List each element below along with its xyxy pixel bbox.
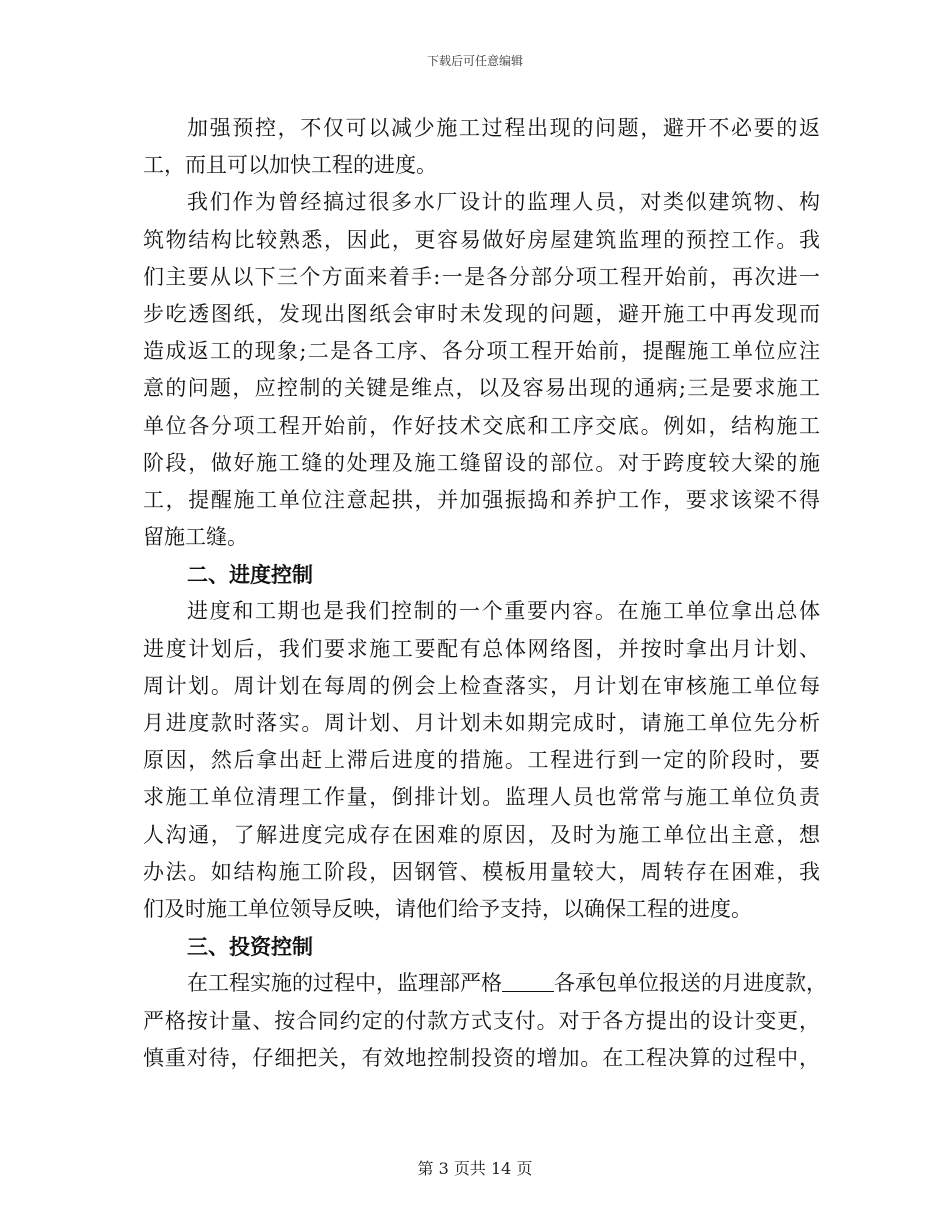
paragraph-line: 慎重对待，仔细把关，有效地控制投资的增加。在工程决算的过程中， xyxy=(143,1045,820,1070)
paragraph-line: 进度计划后，我们要求施工要配有总体网络图，并按时拿出月计划、 xyxy=(143,636,820,661)
text-after-blank: 各承包单位报送的月进度款， xyxy=(554,971,827,996)
document-body xyxy=(143,110,827,1077)
paragraph-line: 步吃透图纸，发现出图纸会审时未发现的问题，避开施工中再发现而 xyxy=(143,301,820,326)
paragraph-line: 们及时施工单位领导反映，请他们给予支持，以确保工程的进度。 xyxy=(143,896,752,921)
page-footer: 第 3 页共 14 页 xyxy=(417,1159,533,1178)
paragraph-line: 留施工缝。 xyxy=(143,525,248,550)
paragraph-line: 们主要从以下三个方面来着手:一是各分部分项工程开始前，再次进一 xyxy=(143,264,820,289)
text-before-blank: 在工程实施的过程中，监理部严格 xyxy=(187,971,502,996)
paragraph-line: 月进度款时落实。周计划、月计划未如期完成时，请施工单位先分析 xyxy=(143,711,820,735)
paragraph-line: 意的问题，应控制的关键是维点，以及容易出现的通病;三是要求施工 xyxy=(143,376,820,401)
paragraph-line: 筑物结构比较熟悉，因此，更容易做好房屋建筑监理的预控工作。我 xyxy=(143,227,820,252)
page-header: 下载后可任意编辑 xyxy=(426,54,523,68)
paragraph-line: 造成返工的现象;二是各工序、各分项工程开始前，提醒施工单位应注 xyxy=(143,339,820,364)
paragraph-line: 阶段，做好施工缝的处理及施工缝留设的部位。对于跨度较大梁的施 xyxy=(143,450,820,475)
paragraph-line: 原因，然后拿出赶上滞后进度的措施。工程进行到一定的阶段时，要 xyxy=(143,748,820,773)
paragraph-line: 严格按计量、按合同约定的付款方式支付。对于各方提出的设计变更， xyxy=(143,1008,820,1033)
paragraph-line: 办法。如结构施工阶段，因钢管、模板用量较大，周转存在困难，我 xyxy=(143,859,820,884)
paragraph-line: 人沟通，了解进度完成存在困难的原因，及时为施工单位出主意，想 xyxy=(143,822,820,847)
paragraph-line: 加强预控，不仅可以减少施工过程出现的问题，避开不必要的返 xyxy=(187,116,820,140)
paragraph-line xyxy=(143,965,827,1002)
section-heading: 三、投资控制 xyxy=(187,934,313,960)
paragraph-line: 周计划。周计划在每周的例会上检查落实，月计划在审核施工单位每 xyxy=(143,673,820,698)
paragraph-line: 进度和工期也是我们控制的一个重要内容。在施工单位拿出总体 xyxy=(187,599,820,624)
paragraph-line: 工，而且可以加快工程的进度。 xyxy=(143,153,437,178)
paragraph-line: 工，提醒施工单位注意起拱，并加强振捣和养护工作，要求该梁不得 xyxy=(143,487,820,512)
fill-in-blank xyxy=(502,971,554,992)
paragraph-line: 单位各分项工程开始前，作好技术交底和工序交底。例如，结构施工 xyxy=(143,413,820,438)
paragraph-line: 求施工单位清理工作量，倒排计划。监理人员也常常与施工单位负责 xyxy=(143,785,820,810)
section-heading: 二、进度控制 xyxy=(187,562,313,588)
paragraph-line: 我们作为曾经搞过很多水厂设计的监理人员，对类似建筑物、构 xyxy=(187,190,820,215)
